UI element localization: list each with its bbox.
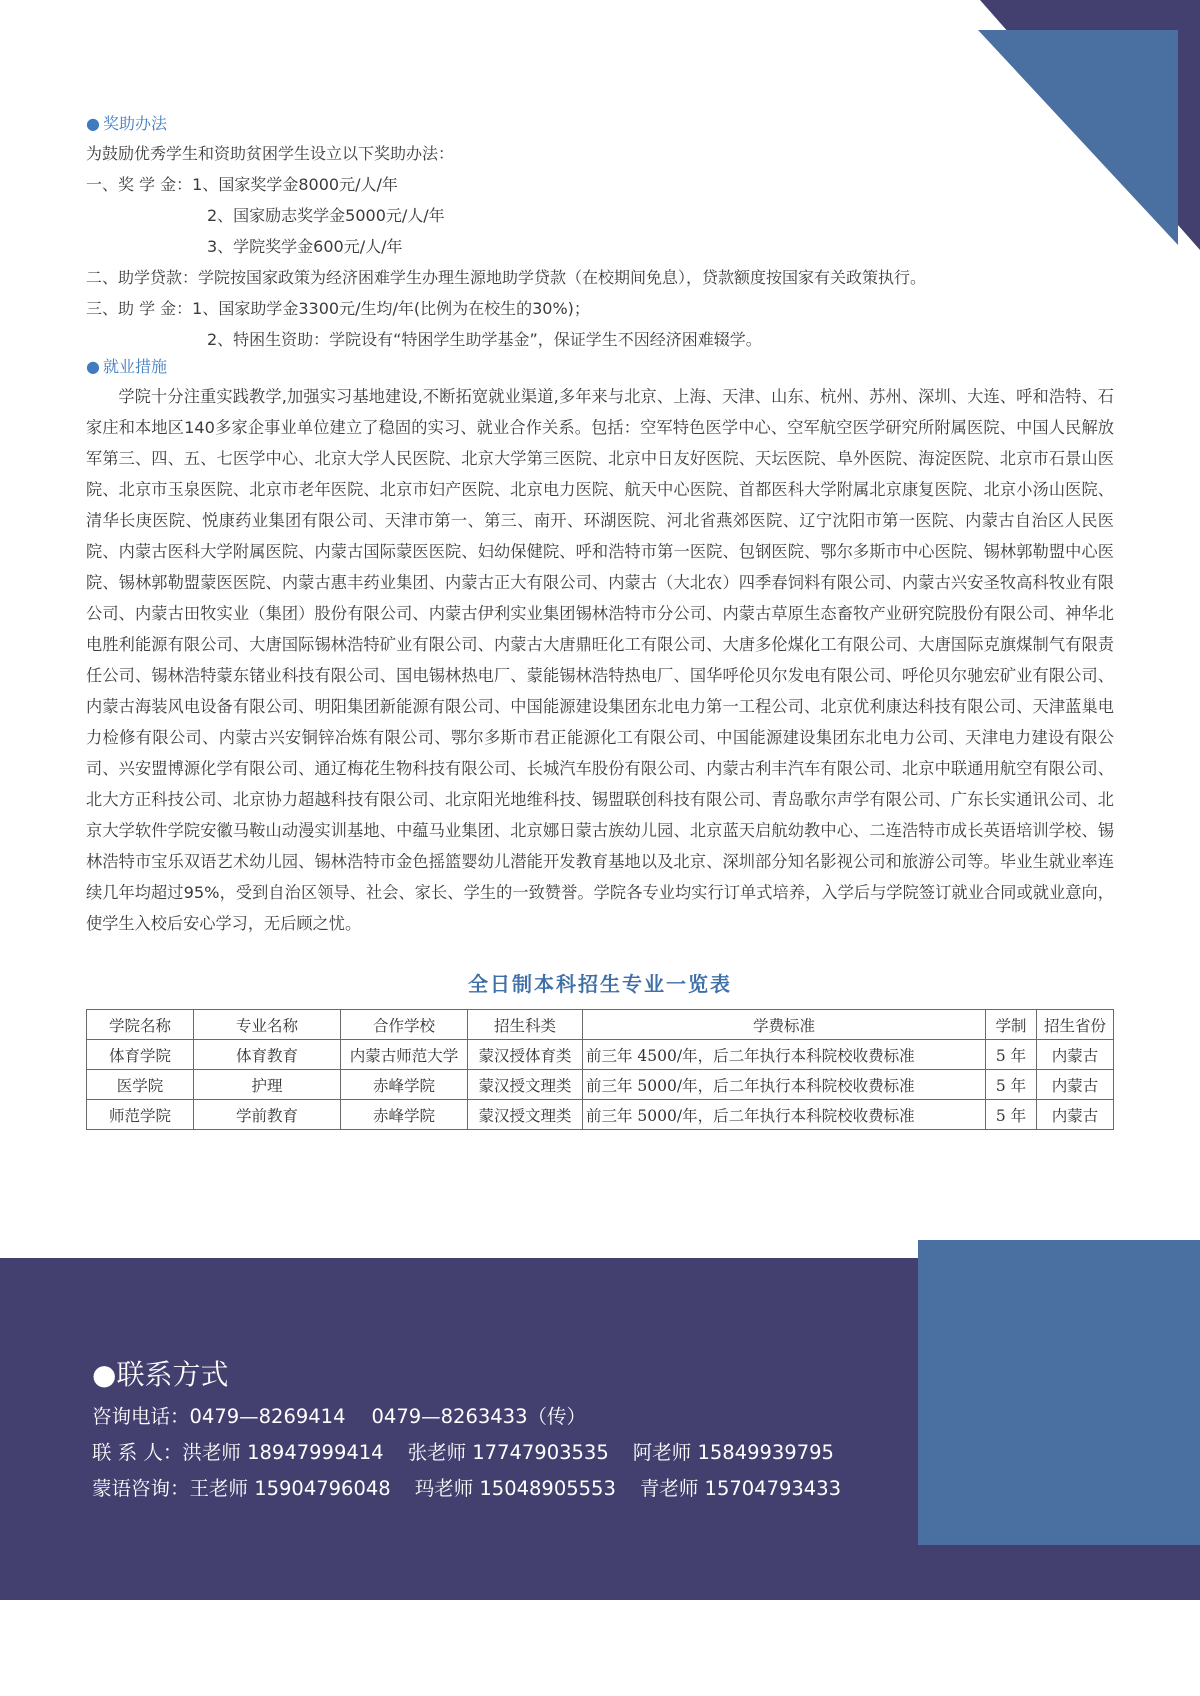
cell-college: 师范学院	[87, 1100, 194, 1130]
cell-partner-school: 赤峰学院	[341, 1070, 468, 1100]
scholarship-intro: 为鼓励优秀学生和资助贫困学生设立以下奖助办法：	[86, 144, 455, 163]
contact-person-row	[92, 1435, 841, 1471]
header-tuition: 学费标准	[583, 1010, 986, 1040]
contact-heading: ●联系方式	[92, 1358, 229, 1391]
contact-person: 王老师 15904796048	[189, 1477, 391, 1500]
contact-person: 阿老师 15849939795	[632, 1441, 834, 1464]
scholarship-line-2: 2、国家励志奖学金5000元/人/年	[207, 206, 445, 225]
footer-decoration-square	[918, 1240, 1200, 1545]
table-row	[87, 1040, 1114, 1070]
header-college: 学院名称	[87, 1010, 194, 1040]
mongolian-label: 蒙语咨询：	[92, 1477, 190, 1500]
cell-duration: 5 年	[986, 1070, 1037, 1100]
cell-college: 医学院	[87, 1070, 194, 1100]
table-header-row	[87, 1010, 1114, 1040]
main-content	[86, 112, 1114, 1130]
cell-major: 护理	[194, 1070, 341, 1100]
cell-major: 学前教育	[194, 1100, 341, 1130]
cell-tuition: 前三年 4500/年，后二年执行本科院校收费标准	[583, 1040, 986, 1070]
cell-partner-school: 赤峰学院	[341, 1100, 468, 1130]
contact-person: 青老师 15704793433	[639, 1477, 842, 1500]
contact-person: 张老师 17747903535	[407, 1441, 609, 1464]
mongolian-consult-row	[92, 1471, 841, 1507]
header-partner-school: 合作学校	[341, 1010, 468, 1040]
scholarship-line-3: 3、学院奖学金600元/人/年	[207, 237, 403, 256]
loan-line: 二、助学贷款：学院按国家政策为经济困难学生办理生源地助学贷款（在校期间免息），贷款额度按国家有关政策执行。	[86, 268, 927, 287]
cell-province: 内蒙古	[1037, 1040, 1114, 1070]
bullet-icon: ●	[86, 357, 100, 376]
grant-line-2: 2、特困生资助：学院设有“特困学生助学基金”，保证学生不因经济困难辍学。	[207, 330, 762, 349]
cell-category: 蒙汉授文理类	[468, 1100, 583, 1130]
scholarship-heading: ● 奖助办法	[86, 114, 167, 133]
table-row	[87, 1070, 1114, 1100]
cell-duration: 5 年	[986, 1040, 1037, 1070]
fax-number: 0479—8263433（传）	[371, 1405, 586, 1428]
grant-line-1: 三、助 学 金：1、国家助学金3300元/生均/年(比例为在校生的30%)；	[86, 299, 590, 318]
contact-phone-row	[92, 1399, 841, 1435]
cell-category: 蒙汉授文理类	[468, 1070, 583, 1100]
phone-label: 咨询电话：	[92, 1405, 190, 1428]
cell-category: 蒙汉授体育类	[468, 1040, 583, 1070]
bullet-icon: ●	[92, 1358, 117, 1391]
table-title: 全日制本科招生专业一览表	[468, 972, 732, 996]
phone-number: 0479—8269414	[189, 1405, 346, 1428]
contact-person: 洪老师 18947999414	[182, 1441, 384, 1464]
employment-paragraph: 学院十分注重实践教学,加强实习基地建设,不断拓宽就业渠道,多年来与北京、上海、天津、山东、杭州、苏州、深圳、大连、呼和浩特、石家庄和本地区140多家企事业单位建立了稳固的实习、就业合作关系。包括：空军特色医学中心、空军航空医学研究所附属医院、中国人民解放军第三、四、五、七医学中心、北京大学人民医院、北京大学第三医院、北京中日友好医院、天坛医院、阜外医院、海淀医院、北京市石景山医院、北京市玉泉医院、北京市老年医院、北京市妇产医院、北京电力医院、航天中心医院、首都医科大学附属北京康复医院、北京小汤山医院、清华长庚医院、悦康药业集团有限公司、天津市第一、第三、南开、环湖医院、河北省燕郊医院、辽宁沈阳市第一医院、内蒙古自治区人民医院、内蒙古医科大学附属医院、内蒙古国际蒙医医院、妇幼保健院、呼和浩特市第一医院、包钢医院、鄂尔多斯市中心医院、锡林郭勒盟中心医院、锡林郭勒盟蒙医医院、内蒙古惠丰药业集团、内蒙古正大有限公司、内蒙古（大北农）四季春饲料有限公司、内蒙古兴安圣牧高科牧业有限公司、内蒙古田牧实业（集团）股份有限公司、内蒙古伊利实业集团锡林浩特市分公司、内蒙古草原生态畜牧产业研究院股份有限公司、神华北电胜利能源有限公司、大唐国际锡林浩特矿业有限公司、内蒙古大唐鼎旺化工有限公司、大唐多伦煤化工有限公司、大唐国际克旗煤制气有限责任公司、锡林浩特蒙东锗业科技有限公司、国电锡林热电厂、蒙能锡林浩特热电厂、国华呼伦贝尔发电有限公司、呼伦贝尔驰宏矿业有限公司、内蒙古海装风电设备有限公司、明阳集团新能源有限公司、中国能源建设集团东北电力第一工程公司、北京优利康达科技有限公司、天津蓝巢电力检修有限公司、内蒙古兴安铜锌冶炼有限公司、鄂尔多斯市君正能源化工有限公司、中国能源建设集团东北电力公司、天津电力建设有限公司、兴安盟博源化学有限公司、通辽梅花生物科技有限公司、长城汽车股份有限公司、内蒙古利丰汽车有限公司、北京中联通用航空有限公司、北大方正科技公司、北京协力超越科技有限公司、北京阳光地维科技、锡盟联创科技有限公司、青岛歌尔声学有限公司、广东长实通讯公司、北京大学软件学院安徽马鞍山动漫实训基地、中蕴马业集团、北京娜日蒙古族幼儿园、北京蓝天启航幼教中心、二连浩特市成长英语培训学校、锡林浩特市宝乐双语艺术幼儿园、锡林浩特市金色摇篮婴幼儿潜能开发教育基地以及北京、深圳部分知名影视公司和旅游公司等。毕业生就业率连续几年均超过95%，受到自治区领导、社会、家长、学生的一致赞誉。学院各专业均实行订单式培养，入学后与学院签订就业合同或就业意向，使学生入校后安心学习，无后顾之忧。	[86, 387, 1114, 933]
header-duration: 学制	[986, 1010, 1037, 1040]
cell-province: 内蒙古	[1037, 1070, 1114, 1100]
header-major: 专业名称	[194, 1010, 341, 1040]
person-label: 联 系 人：	[92, 1441, 183, 1464]
contact-person: 玛老师 15048905553	[414, 1477, 616, 1500]
bullet-icon: ●	[86, 114, 100, 133]
contact-section	[92, 1355, 841, 1507]
majors-table	[86, 1009, 1114, 1130]
cell-duration: 5 年	[986, 1100, 1037, 1130]
header-category: 招生科类	[468, 1010, 583, 1040]
employment-heading: ● 就业措施	[86, 357, 167, 376]
cell-tuition: 前三年 5000/年，后二年执行本科院校收费标准	[583, 1100, 986, 1130]
table-row	[87, 1100, 1114, 1130]
cell-province: 内蒙古	[1037, 1100, 1114, 1130]
header-province: 招生省份	[1037, 1010, 1114, 1040]
cell-major: 体育教育	[194, 1040, 341, 1070]
scholarship-line-1: 一、奖 学 金：1、国家奖学金8000元/人/年	[86, 175, 398, 194]
cell-tuition: 前三年 5000/年，后二年执行本科院校收费标准	[583, 1070, 986, 1100]
cell-partner-school: 内蒙古师范大学	[341, 1040, 468, 1070]
cell-college: 体育学院	[87, 1040, 194, 1070]
